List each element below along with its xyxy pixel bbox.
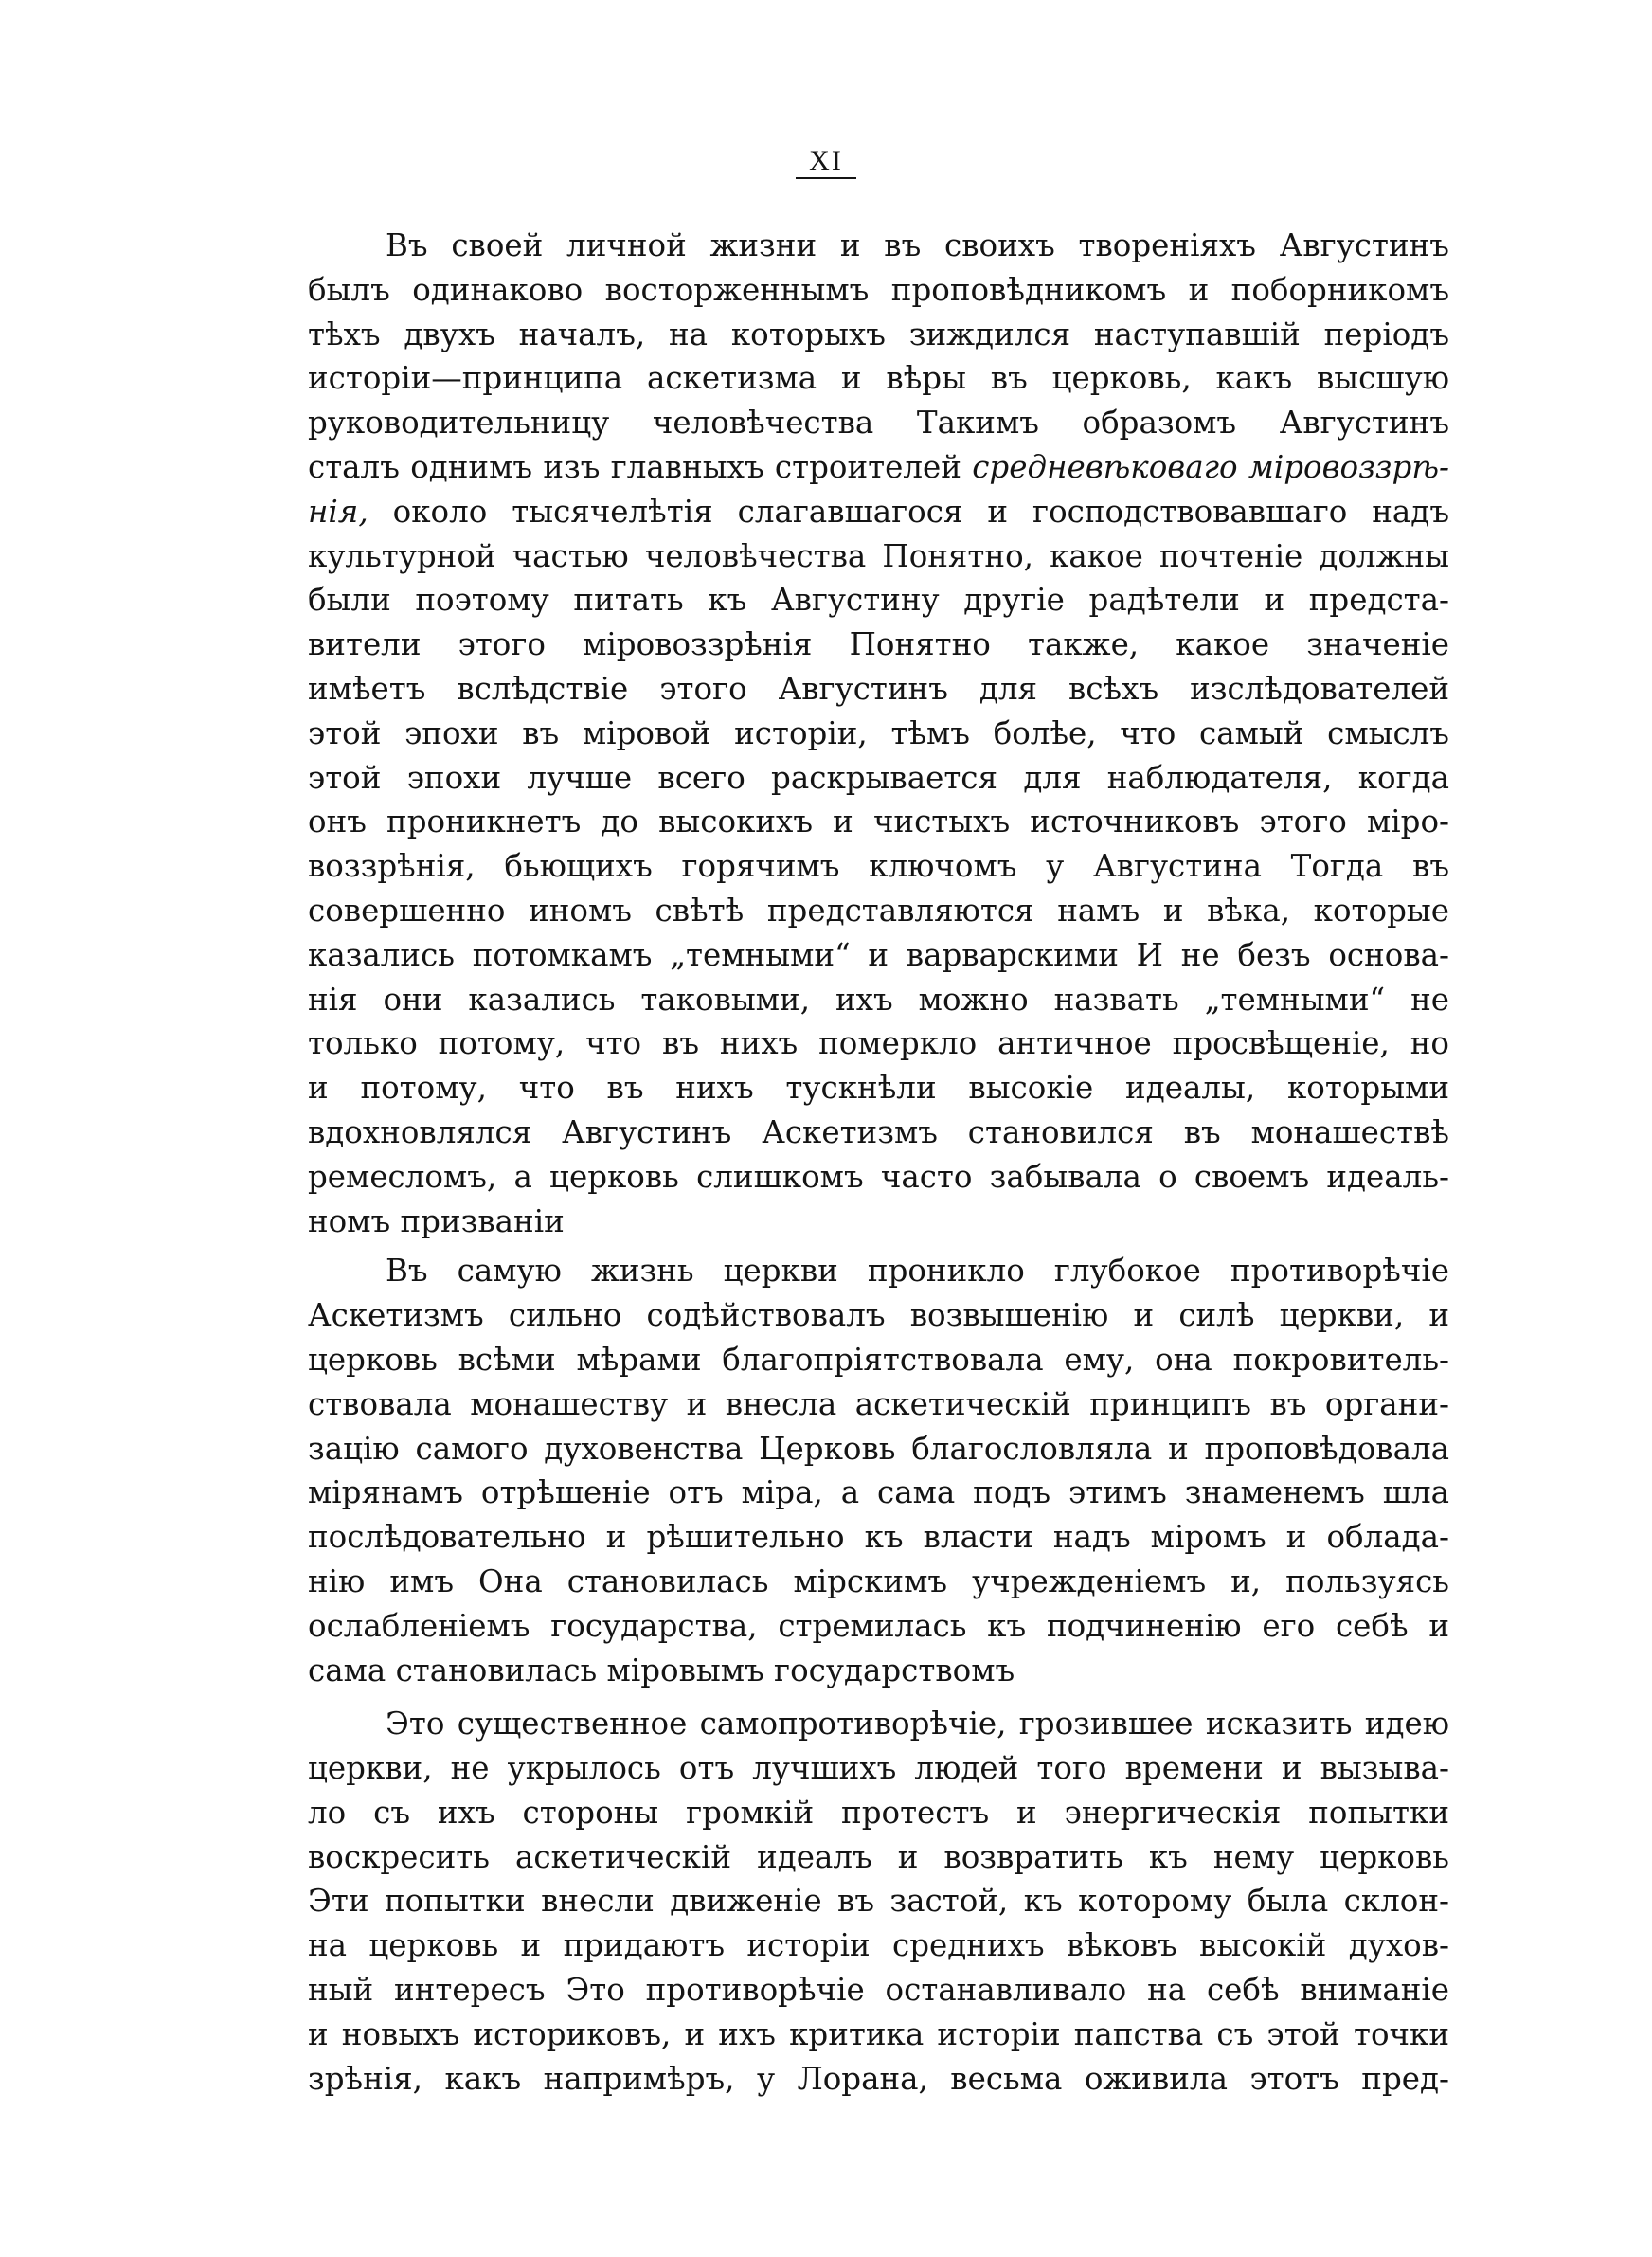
- text-line: этой эпохи лучше всего раскрывается для наблюдателя, когда: [308, 759, 1449, 796]
- paragraph-1: [308, 224, 1449, 1243]
- paragraph-3: [308, 1702, 1449, 2101]
- italic-phrase: средневѣковаго мiровоззрѣ-: [972, 448, 1449, 485]
- text-line: руководительницу человѣчества Такимъ образомъ Августинъ: [308, 405, 1449, 442]
- text-line: церкви, не укрылось отъ лучшихъ людей того времени и вызыва-: [308, 1750, 1449, 1787]
- body-text: [308, 224, 1449, 2101]
- text-line: зацiю самого духовенства Церковь благословляла и проповѣдовала: [308, 1430, 1449, 1467]
- text-line: исторiи—принципа аскетизма и вѣры въ церковь, какъ высшую: [308, 360, 1449, 397]
- text-line: ло съ ихъ стороны громкiй протестъ и энергическiя попытки: [308, 1794, 1449, 1831]
- text-line: онъ проникнетъ до высокихъ и чистыхъ источниковъ этого мiро-: [308, 803, 1449, 840]
- text-line: номъ призванiи: [308, 1202, 565, 1239]
- text-segment: сталъ однимъ изъ главныхъ строителей: [308, 448, 961, 485]
- text-line: Въ своей личной жизни и въ своихъ творенiяхъ Августинъ: [386, 227, 1449, 263]
- text-line: и потому, что въ нихъ тускнѣли высокiе идеалы, которыми: [308, 1070, 1449, 1107]
- text-line: зрѣнiя, какъ напримѣръ, у Лорана, весьма оживила этотъ пред-: [308, 2060, 1449, 2097]
- text-line: нiю имъ Она становилась мiрскимъ учрежденiемъ и, пользуясь: [308, 1562, 1449, 1599]
- text-line: казались потомкамъ „темными“ и варварскими И не безъ основа-: [308, 936, 1449, 973]
- text-line: этой эпохи въ мiровой исторiи, тѣмъ болѣе, что самый смыслъ: [308, 714, 1449, 751]
- text-line: ослабленiемъ государства, стремилась къ подчиненiю его себѣ и: [308, 1607, 1449, 1644]
- text-line: только потому, что въ нихъ померкло античное просвѣщенiе, но: [308, 1025, 1449, 1062]
- text-segment: около тысячелѣтiя слагавшагося и господствовавшаго надъ: [368, 493, 1449, 530]
- text-line: былъ одинаково восторженнымъ проповѣдникомъ и поборникомъ: [308, 271, 1449, 308]
- text-line: сама становилась мiровымъ государствомъ: [308, 1652, 1015, 1688]
- text-line: культурной частью человѣчества Понятно, какое почтенiе должны: [308, 537, 1449, 574]
- paragraph-2: [308, 1249, 1449, 1692]
- text-line: Въ самую жизнь церкви проникло глубокое противорѣчiе: [386, 1253, 1449, 1290]
- text-line: совершенно иномъ свѣтѣ представляются намъ и вѣка, которые: [308, 892, 1449, 929]
- text-line: на церковь и придаютъ исторiи среднихъ вѣковъ высокiй духов-: [308, 1927, 1449, 1964]
- text-line: [308, 490, 1449, 534]
- text-line: нiя они казались таковыми, ихъ можно назвать „темными“ не: [308, 981, 1449, 1018]
- text-line: имѣетъ вслѣдствiе этого Августинъ для всѣхъ изслѣдователей: [308, 670, 1449, 707]
- page-number: [0, 142, 1652, 180]
- italic-phrase: нiя,: [308, 493, 368, 530]
- text-line: были поэтому питать къ Августину другiе радѣтели и предста-: [308, 582, 1449, 619]
- text-line: мiрянамъ отрѣшенiе отъ мiра, а сама подъ этимъ знаменемъ шла: [308, 1474, 1449, 1511]
- text-line: Эти попытки внесли движенiе въ застой, къ которому была склон-: [308, 1883, 1449, 1920]
- text-line: церковь всѣми мѣрами благопрiятствовала ему, она покровитель-: [308, 1341, 1449, 1378]
- text-line: воскресить аскетическiй идеалъ и возвратить къ нему церковь: [308, 1838, 1449, 1875]
- text-line: ный интересъ Это противорѣчiе останавливало на себѣ вниманiе: [308, 1972, 1449, 2009]
- text-line: тѣхъ двухъ началъ, на которыхъ зиждился наступавшiй перiодъ: [308, 316, 1449, 352]
- text-line: послѣдовательно и рѣшительно къ власти надъ мiромъ и облада-: [308, 1519, 1449, 1556]
- text-line: ствовала монашеству и внесла аскетическiй принципъ въ органи-: [308, 1385, 1449, 1422]
- text-line: вители этого мiровоззрѣнiя Понятно также, какое значенiе: [308, 626, 1449, 663]
- text-line: Аскетизмъ сильно содѣйствовалъ возвышенiю и силѣ церкви, и: [308, 1297, 1449, 1334]
- text-line: и новыхъ историковъ, и ихъ критика исторiи папства съ этой точки: [308, 2015, 1449, 2052]
- text-line: вдохновлялся Августинъ Аскетизмъ становился въ монашествѣ: [308, 1113, 1449, 1150]
- text-line: ремесломъ, а церковь слишкомъ часто забывала о своемъ идеаль-: [308, 1158, 1449, 1195]
- paragraph-gap: [308, 1692, 1449, 1702]
- text-line: Это существенное самопротиворѣчiе, грозившее исказить идею: [386, 1706, 1449, 1742]
- page-number-label: XI: [796, 145, 856, 179]
- text-line: [308, 445, 1449, 490]
- text-line: воззрѣнiя, бьющихъ горячимъ ключомъ у Августина Тогда въ: [308, 848, 1449, 885]
